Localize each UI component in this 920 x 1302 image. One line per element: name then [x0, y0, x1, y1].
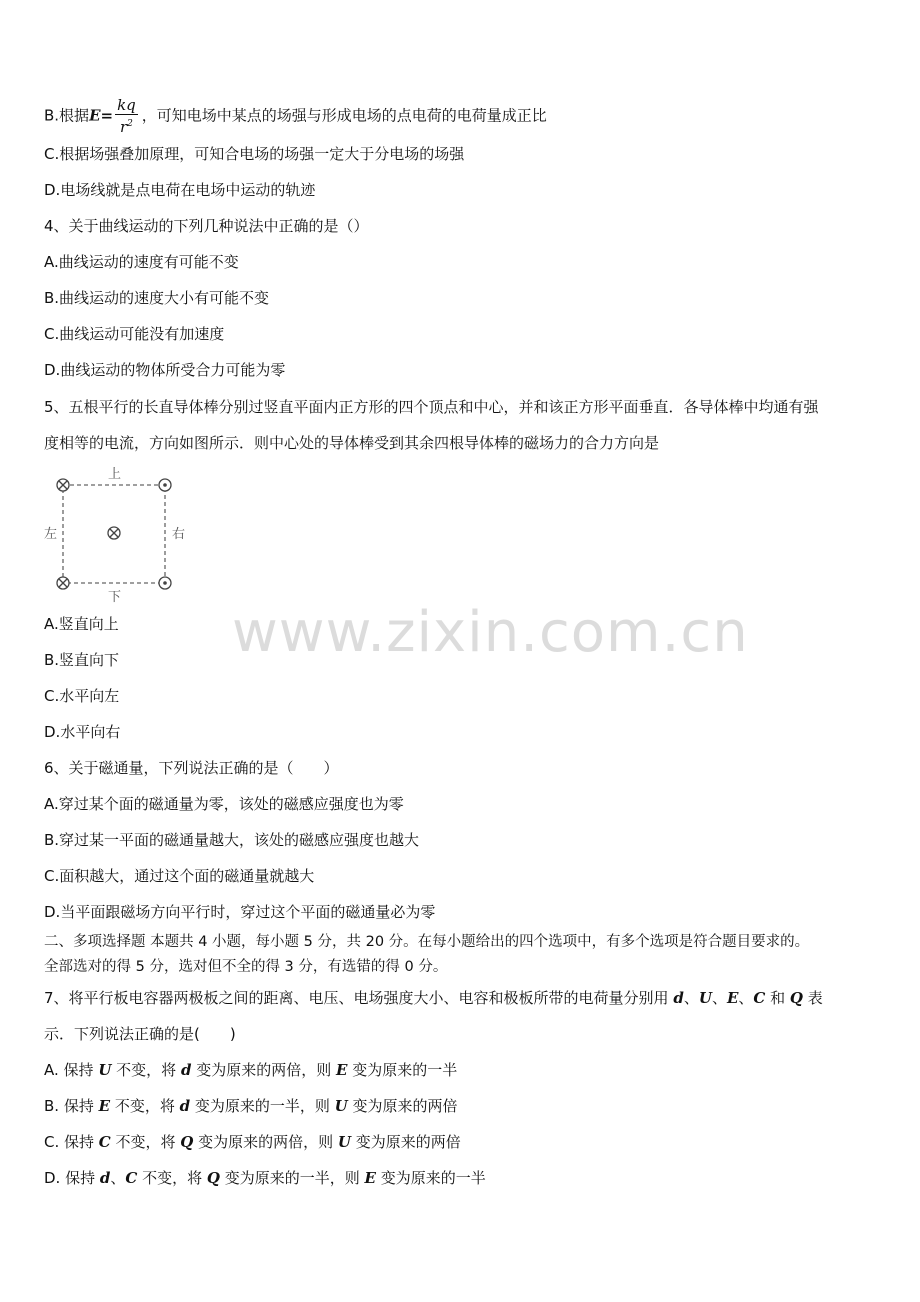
conductor-square-diagram [42, 462, 192, 604]
q4-option-b: B.曲线运动的速度大小有可能不变 [44, 289, 270, 307]
var-U: U [98, 1061, 112, 1079]
q7-option-d [44, 1167, 486, 1189]
section2-line2: 全部选对的得 5 分，选对但不全的得 3 分，有选错的得 0 分。 [44, 959, 448, 975]
diagram-label-right: 右 [172, 527, 186, 542]
conductor-center-cross-icon [108, 527, 120, 539]
section2-line1: 二、多项选择题 本题共 4 小题，每小题 5 分，共 20 分。在每小题给出的四个选项中，有多个选项是符合题目要求的。 [44, 934, 810, 950]
diagram-label-bottom: 下 [108, 590, 122, 604]
q7-option-c [44, 1131, 461, 1153]
q4-stem: 4、关于曲线运动的下列几种说法中正确的是（） [44, 217, 369, 235]
var-U: U [337, 1133, 351, 1151]
and-text: 和 [765, 989, 790, 1007]
formula-fraction [115, 96, 138, 136]
q3-option-b [44, 96, 547, 136]
conductor-top-right-dot-icon [159, 479, 171, 491]
opt-text: B. 保持 [44, 1097, 99, 1115]
opt-text: 变为原来的一半 [375, 1169, 486, 1187]
opt-text: D. 保持 [44, 1169, 100, 1187]
opt-text: A. 保持 [44, 1061, 99, 1079]
sep: 、 [711, 989, 727, 1007]
sep: 、 [683, 989, 699, 1007]
q7-option-b [44, 1095, 458, 1117]
q3-option-b-suffix: ，可知电场中某点的场强与形成电场的点电荷的电荷量成正比 [141, 106, 547, 125]
var-Q: Q [180, 1133, 194, 1151]
q5-option-a: A.竖直向上 [44, 615, 119, 633]
opt-text: 变为原来的一半，则 [219, 1169, 365, 1187]
opt-text: 变为原来的一半 [347, 1061, 458, 1079]
var-E: E [364, 1169, 376, 1187]
var-E: E [98, 1097, 111, 1115]
fraction-den-r: r [119, 118, 128, 136]
diagram-label-left: 左 [44, 527, 58, 542]
fraction-den-exponent: 2 [127, 119, 133, 129]
q7-option-a [44, 1059, 457, 1081]
var-E: E [336, 1061, 348, 1079]
diagram-label-top: 上 [108, 467, 122, 482]
var-d: d [673, 989, 684, 1007]
opt-text: 不变，将 [137, 1169, 207, 1187]
q7-stem-line1 [44, 987, 823, 1009]
opt-text: 变为原来的一半，则 [190, 1097, 335, 1115]
q4-option-a: A.曲线运动的速度有可能不变 [44, 253, 239, 271]
var-C: C [753, 989, 766, 1007]
q6-option-b: B.穿过某一平面的磁通量越大，该处的磁感应强度也越大 [44, 831, 420, 849]
q7-stem-text: 7、将平行板电容器两极板之间的距离、电压、电场强度大小、电容和极板所带的电荷量分别用 [44, 989, 674, 1007]
q3-option-d: D.电场线就是点电荷在电场中运动的轨迹 [44, 181, 316, 199]
var-Q: Q [789, 989, 803, 1007]
conductor-top-left-cross-icon [57, 479, 69, 491]
var-C: C [98, 1133, 111, 1151]
q3-option-c: C.根据场强叠加原理，可知合电场的场强一定大于分电场的场强 [44, 145, 465, 163]
watermark: www.zixin.com.cn [232, 600, 749, 665]
sep: 、 [110, 1169, 126, 1187]
var-Q: Q [206, 1169, 220, 1187]
conductor-bottom-left-cross-icon [57, 577, 69, 589]
var-d: d [179, 1097, 191, 1115]
q5-option-c: C.水平向左 [44, 687, 120, 705]
conductor-bottom-right-dot-icon [159, 577, 171, 589]
fraction-denominator [115, 115, 138, 136]
opt-text: 不变，将 [110, 1133, 181, 1151]
opt-text: C. 保持 [44, 1133, 99, 1151]
q7-stem-line2: 示．下列说法正确的是( ) [44, 1025, 236, 1043]
var-d: d [99, 1169, 111, 1187]
q6-option-c: C.面积越大，通过这个面的磁通量就越大 [44, 867, 315, 885]
var-U: U [334, 1097, 348, 1115]
q5-option-d: D.水平向右 [44, 723, 121, 741]
opt-text: 变为原来的两倍 [351, 1133, 461, 1151]
var-d: d [180, 1061, 192, 1079]
opt-text: 变为原来的两倍 [347, 1097, 458, 1115]
var-U: U [698, 989, 712, 1007]
opt-text: 不变，将 [111, 1061, 181, 1079]
q7-stem-end: 表 [802, 989, 823, 1007]
q5-option-b: B.竖直向下 [44, 651, 120, 669]
formula-eq: = [100, 106, 114, 125]
sep: 、 [738, 989, 754, 1007]
opt-text: 不变，将 [110, 1097, 180, 1115]
var-C: C [125, 1169, 138, 1187]
q5-stem-line1: 5、五根平行的长直导体棒分别过竖直平面内正方形的四个顶点和中心，并和该正方形平面垂直．各导体棒中均通有强 [44, 398, 819, 416]
opt-text: 变为原来的两倍，则 [191, 1061, 336, 1079]
formula-E: E [89, 106, 101, 125]
var-E: E [726, 989, 739, 1007]
q3-option-b-prefix: B.根据 [44, 106, 90, 125]
q4-option-d: D.曲线运动的物体所受合力可能为零 [44, 361, 286, 379]
q5-stem-line2: 度相等的电流，方向如图所示．则中心处的导体棒受到其余四根导体棒的磁场力的合力方向是 [44, 434, 660, 452]
opt-text: 变为原来的两倍，则 [193, 1133, 338, 1151]
q6-option-d: D.当平面跟磁场方向平行时，穿过这个平面的磁通量必为零 [44, 903, 436, 921]
q6-stem: 6、关于磁通量，下列说法正确的是（ ） [44, 759, 339, 777]
q6-option-a: A.穿过某个面的磁通量为零，该处的磁感应强度也为零 [44, 795, 404, 813]
fraction-numerator: kq [117, 96, 136, 114]
q4-option-c: C.曲线运动可能没有加速度 [44, 325, 225, 343]
